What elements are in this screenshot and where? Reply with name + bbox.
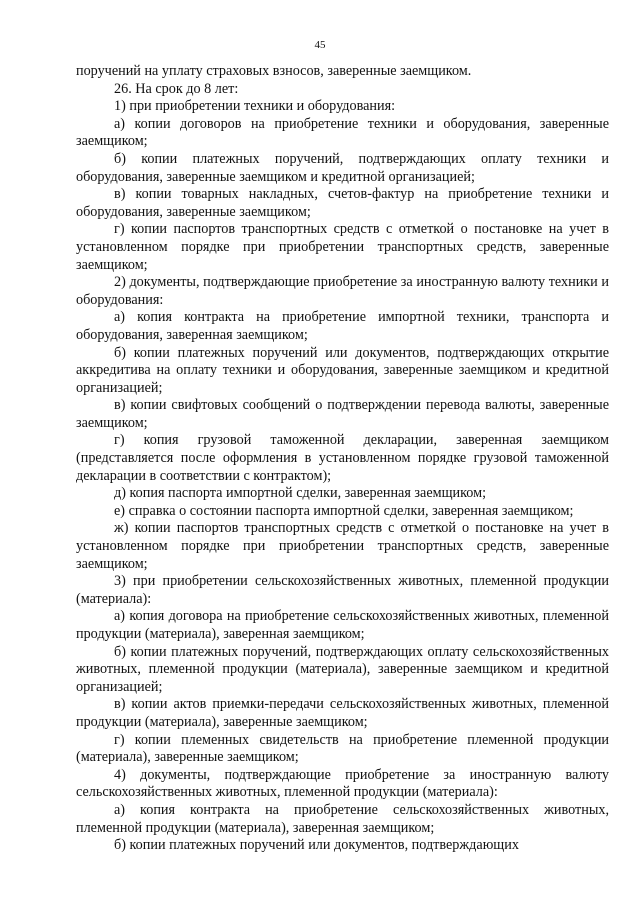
paragraph-sub-1v: в) копии товарных накладных, счетов-фактур на приобретение техники и оборудования, заверенные заемщиком; — [76, 186, 609, 220]
paragraph-sub-2: 2) документы, подтверждающие приобретение за иностранную валюту техники и оборудования: — [76, 274, 609, 308]
paragraph-sub-2e: е) справка о состоянии паспорта импортной сделки, заверенная заемщиком; — [114, 502, 574, 519]
paragraph-sub-3g: г) копии племенных свидетельств на приобретение племенной продукции (материала), заверенные заемщиком; — [76, 731, 609, 766]
paragraph-sub-2v: в) копии свифтовых сообщений о подтверждении перевода валюты, заверенные заемщиком; — [76, 397, 609, 431]
paragraph-sub-2d: д) копия паспорта импортной сделки, заверенная заемщиком; — [114, 485, 487, 502]
page-number: 45 — [314, 39, 326, 51]
paragraph-sub-4: 4) документы, подтверждающие приобретение за иностранную валюту сельскохозяйственных животных, племенной продукции (материала): — [76, 766, 609, 801]
paragraph-sub-3a: а) копия договора на приобретение сельскохозяйственных животных, племенной продукции (материала), заверенная заемщиком; — [76, 608, 609, 642]
paragraph-sub-3v: в) копии актов приемки-передачи сельскохозяйственных животных, племенной продукции (материала), заверенные заемщиком; — [76, 696, 609, 730]
paragraph-item-26: 26. На срок до 8 лет: — [114, 80, 239, 97]
paragraph-sub-3b: б) копии платежных поручений, подтверждающих оплату сельскохозяйственных животных, племенной продукции (материала), заверенные заемщиком и кредитной организацией; — [76, 643, 609, 695]
paragraph-sub-1: 1) при приобретении техники и оборудования: — [114, 98, 396, 115]
paragraph-sub-4b: б) копии платежных поручений или документов, подтверждающих — [114, 837, 519, 854]
paragraph-sub-1g: г) копии паспортов транспортных средств с отметкой о постановке на учет в установленном порядке при приобретении транспортных средств, заверенные заемщиком; — [76, 221, 609, 273]
paragraph-sub-1b: б) копии платежных поручений, подтверждающих оплату техники и оборудования, заверенные заемщиком и кредитной организацией; — [76, 150, 609, 185]
document-body — [76, 63, 609, 855]
paragraph-sub-3: 3) при приобретении сельскохозяйственных животных, племенной продукции (материала): — [76, 573, 609, 607]
paragraph-sub-1a: а) копии договоров на приобретение техники и оборудования, заверенные заемщиком; — [76, 115, 609, 150]
paragraph-sub-2b: б) копии платежных поручений или документов, подтверждающих открытие аккредитива на оплату техники и оборудования, заверенные заемщиком и кредитной организацией; — [76, 344, 609, 396]
paragraph-sub-2zh: ж) копии паспортов транспортных средств с отметкой о постановке на учет в установленном порядке при приобретении транспортных средств, заверенные заемщиком; — [76, 520, 609, 572]
paragraph-continuation: поручений на уплату страховых взносов, заверенные заемщиком. — [76, 63, 472, 79]
paragraph-sub-4a: а) копия контракта на приобретение сельскохозяйственных животных, племенной продукции (материала), заверенная заемщиком; — [76, 801, 609, 836]
paragraph-sub-2g: г) копия грузовой таможенной декларации, заверенная заемщиком (представляется после оформления в установленном порядке грузовой таможенной декларации в соответствии с контрактом); — [76, 432, 609, 484]
paragraph-sub-2a: а) копия контракта на приобретение импортной техники, транспорта и оборудования, заверенная заемщиком; — [76, 309, 609, 343]
